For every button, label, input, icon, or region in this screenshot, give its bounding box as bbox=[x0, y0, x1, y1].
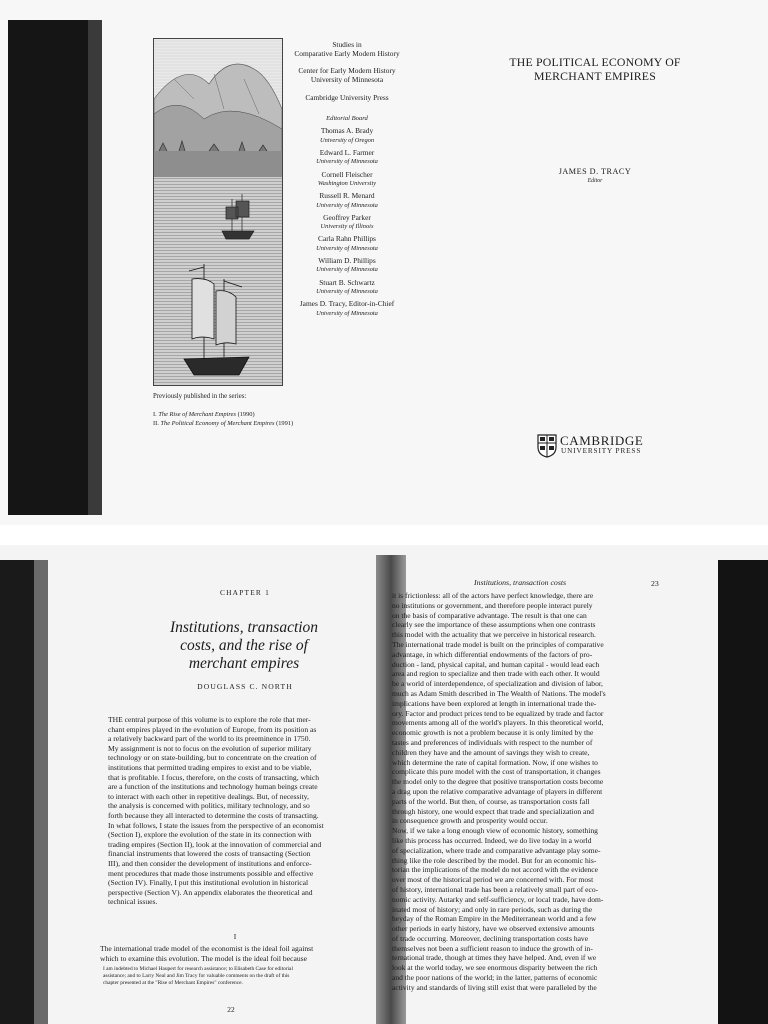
body-line: through history, one would expect that trade and specialization and bbox=[392, 806, 594, 816]
previous-title-item: II. The Political Economy of Merchant Empires (1991) bbox=[153, 420, 294, 427]
board-member-name: William D. Phillips bbox=[318, 256, 376, 266]
body-line: parts of the world. But then, of course, as transportation costs fall bbox=[392, 796, 590, 806]
body-line: that is profitable. I focus, therefore, on the costs of transacting, which bbox=[108, 772, 320, 782]
body-line: of specialization, where trade and comparative advantage play some- bbox=[392, 845, 601, 855]
board-member-affiliation: University of Minnesota bbox=[316, 288, 378, 296]
body-line: THE central purpose of this volume is to explore the role that mer- bbox=[108, 715, 311, 724]
board-member-affiliation: University of Illinois bbox=[320, 223, 374, 231]
board-member-affiliation: University of Minnesota bbox=[316, 266, 378, 274]
previously-published-list bbox=[153, 410, 293, 428]
cambridge-shield-icon bbox=[537, 434, 557, 458]
body-line: duction - land, physical capital, and human capital - would lead each bbox=[392, 659, 600, 669]
bottom-spread bbox=[0, 545, 768, 1024]
board-heading: Editorial Board bbox=[326, 115, 368, 122]
board-member-affiliation: University of Minnesota bbox=[316, 309, 378, 317]
body-line: technical issues. bbox=[108, 897, 158, 907]
body-line: activity and standards of living still exist that were paralleled by the bbox=[392, 982, 597, 992]
body-line: heyday of the Roman Empire in the Mediterranean world and a few bbox=[392, 914, 597, 924]
board-member-name: Stuart B. Schwartz bbox=[319, 277, 375, 287]
board-member-name: James D. Tracy, Editor-in-Chief bbox=[299, 299, 395, 309]
board-member-name: Russell R. Menard bbox=[319, 191, 375, 201]
body-line: other periods in early history, have we observed extensive amounts bbox=[392, 924, 595, 934]
publisher-sub: UNIVERSITY PRESS bbox=[561, 447, 642, 455]
board-member-name: Geoffrey Parker bbox=[323, 212, 371, 222]
board-member-name: Cornell Fleischer bbox=[321, 169, 373, 179]
series-title bbox=[282, 40, 412, 59]
body-line: clearly see the importance of these assumptions when one contrasts bbox=[392, 620, 596, 630]
body-line: no institutions or government, and therefore people interact purely bbox=[392, 600, 593, 610]
body-line: ment procedures that made those instruments possible and effective bbox=[108, 868, 314, 878]
body-line: themselves not been a sufficient reason to induce the growth of in- bbox=[392, 943, 593, 953]
body-line: The international trade model is built on the principles of comparative bbox=[392, 639, 604, 649]
body-line: torian the implications of the model do not accord with the evidence bbox=[392, 865, 599, 875]
body-line: to interact with each other in repetitive dealings. But, of necessity, bbox=[108, 791, 309, 801]
body-line: look at the world today, we see enormous disparity between the rich bbox=[392, 963, 598, 973]
body-line: ory. Factor and product prices tend to be equalized by trade and factor bbox=[392, 708, 604, 718]
board-list bbox=[282, 126, 412, 318]
body-line: Now, if we take a long enough view of economic history, something bbox=[392, 826, 598, 836]
board-member-affiliation: University of Minnesota bbox=[316, 201, 378, 209]
body-line: perspective (Section V). An appendix elaborates the theoretical and bbox=[108, 887, 313, 897]
chapter-footnote bbox=[103, 966, 365, 987]
footnote-line: assistance; and to Larry Neal and Jim Tracy for valuable comments on the draft of this bbox=[103, 973, 290, 979]
footnote-line: chapter presented at the "Rise of Merchant Empires" conference. bbox=[103, 980, 243, 986]
body-line: tastes and preferences of individuals with respect to the number of bbox=[392, 737, 593, 747]
body-line: movements among all of the world's players. In this theoretical world, bbox=[392, 718, 604, 728]
body-line: forth because they all interacted to determine the costs of transacting. bbox=[108, 810, 319, 820]
body-line: (Section IV). Finally, I put this institutional evolution in historical bbox=[108, 878, 309, 888]
page-number-right: 23 bbox=[651, 579, 659, 588]
body-line: in consequence growth and prosperity would occur. bbox=[392, 816, 548, 826]
chapter-label: CHAPTER 1 bbox=[219, 588, 271, 597]
harbor-ships-engraving bbox=[154, 39, 282, 385]
series-center-line: Center for Early Modern History bbox=[298, 66, 396, 75]
section-body-text bbox=[100, 944, 370, 963]
body-line: area and region to specialize and then trade with each other. It would bbox=[392, 669, 600, 679]
series-heading-line: Comparative Early Modern History bbox=[294, 49, 400, 59]
body-line: much as Adam Smith described in The Wealth of Nations. The model's bbox=[392, 688, 606, 698]
body-line: economic growth is not a problem because it is only limited by the bbox=[392, 728, 594, 738]
book-title: THE POLITICAL ECONOMY OF MERCHANT EMPIRES bbox=[509, 55, 681, 83]
board-member-affiliation: Washington University bbox=[317, 180, 377, 188]
body-line: My assignment is not to focus on the evolution of superior military bbox=[108, 743, 312, 753]
chapter-body-text bbox=[108, 715, 370, 907]
body-line: the analysis is concerned with politics, military technology, and so bbox=[108, 801, 310, 811]
body-line: this model with the actuality that we perceive in historical research. bbox=[392, 630, 596, 640]
board-member-name: Thomas A. Brady bbox=[320, 126, 374, 136]
board-member-affiliation: University of Oregon bbox=[319, 136, 375, 144]
body-line: trading empires (Section II), look at the innovation of commercial and bbox=[108, 839, 322, 849]
series-center-line: University of Minnesota bbox=[310, 75, 384, 85]
running-head: Institutions, transaction costs bbox=[474, 578, 567, 587]
editorial-board bbox=[282, 114, 412, 321]
body-line: III), and then consider the development of institutions and enforce- bbox=[108, 858, 312, 868]
publisher-logo bbox=[537, 433, 667, 461]
body-line: over most of the historical period we are concerned with. For most bbox=[392, 875, 594, 885]
body-line: (Section I), explore the evolution of the state in its connection with bbox=[108, 830, 312, 840]
left-scan-edge-shadow bbox=[88, 20, 102, 515]
body-line: ternational trade, though at times they have helped. And, even if we bbox=[392, 953, 597, 963]
continued-body-text bbox=[392, 591, 656, 993]
footnote-line: I am indebted to Michael Haupert for research assistance; to Elisabeth Case for editorial bbox=[103, 966, 293, 972]
body-line: technology or on state-building, but to concentrate on the creation of bbox=[108, 753, 317, 763]
editor-role: Editor bbox=[587, 178, 603, 184]
body-line: of history, international trade has been a relatively small part of eco- bbox=[392, 884, 599, 894]
body-line: children they have and the amount of savings they wish to create, bbox=[392, 747, 590, 757]
body-line: on the basis of comparative advantage. The result is that one can bbox=[392, 610, 587, 620]
series-heading-line: Studies in bbox=[332, 40, 362, 49]
body-line: thing like the role described by the model. But for an economic his- bbox=[392, 855, 597, 865]
body-line: of trade occurring. Moreover, declining transportation costs have bbox=[392, 933, 589, 943]
body-line: and the poor nations of the world; in the latter, patterns of economic bbox=[392, 973, 598, 983]
publisher-name: CAMBRIDGE bbox=[560, 433, 644, 448]
section-numeral: I bbox=[233, 932, 237, 941]
board-member-affiliation: University of Minnesota bbox=[316, 158, 378, 166]
chapter-author: DOUGLASS C. NORTH bbox=[197, 682, 293, 691]
body-line: are a function of the institutions and technology human beings create bbox=[108, 782, 318, 792]
body-line: a relatively backward part of the world to its preeminence in 1750. bbox=[108, 734, 311, 744]
body-line: The international trade model of the economist is the ideal foil against bbox=[100, 944, 314, 953]
editor-name: JAMES D. TRACY bbox=[558, 167, 632, 176]
board-member-name: Edward L. Farmer bbox=[319, 148, 375, 158]
left-scan-edge bbox=[8, 20, 100, 515]
series-publisher: Cambridge University Press bbox=[305, 93, 389, 102]
body-line: the model only to the degree that positive transportation costs become bbox=[392, 777, 604, 787]
previous-title-item: I. The Rise of Merchant Empires (1990) bbox=[153, 411, 255, 418]
body-line: a drag upon the relative comparative advantage of players in different bbox=[392, 786, 603, 796]
body-line: it is frictionless: all of the actors have perfect knowledge, there are bbox=[392, 591, 594, 600]
body-line: advantage, in which differential endowments of the factors of pro- bbox=[392, 649, 593, 659]
body-line: be a world of interdependence, of specialization and division of labor, bbox=[392, 679, 603, 689]
body-line: inated most of history; and only in rare periods, such as during the bbox=[392, 904, 593, 914]
body-line: implications have been explored at length in international trade the- bbox=[392, 698, 597, 708]
series-center bbox=[282, 66, 412, 85]
left-page-edge bbox=[0, 560, 34, 1024]
previously-published-heading: Previously published in the series: bbox=[153, 393, 247, 400]
left-page-edge-shadow bbox=[34, 560, 48, 1024]
body-line: institutions that permitted trading empires to exist and to be viable, bbox=[108, 762, 312, 772]
body-line: which determine the rate of capital formation. Now, if one wishes to bbox=[392, 757, 598, 767]
body-line: financial instruments that lowered the costs of transacting (Section bbox=[108, 849, 311, 859]
body-line: nomic activity. Autarky and self-sufficiency, or local trade, have dom- bbox=[392, 894, 604, 904]
body-line: chant empires played in the evolution of Europe, from its position as bbox=[108, 724, 317, 734]
right-page-edge bbox=[718, 560, 768, 1024]
frontispiece-illustration bbox=[153, 38, 283, 386]
board-member-affiliation: University of Minnesota bbox=[316, 244, 378, 252]
board-member-name: Carla Rahn Phillips bbox=[318, 234, 376, 244]
chapter-title: Institutions, transaction costs, and the rise of merchant empires bbox=[169, 619, 319, 672]
body-line: like this process has occurred. Indeed, we do live today in a world bbox=[392, 835, 592, 845]
body-line: In what follows, I state the issues from the perspective of an economist bbox=[108, 820, 324, 830]
page-number-left: 22 bbox=[227, 1005, 235, 1014]
body-line: complicate this pure model with the cost of transportation, it changes bbox=[392, 767, 601, 777]
body-line: which to examine this evolution. The model is the ideal foil because bbox=[100, 953, 307, 963]
